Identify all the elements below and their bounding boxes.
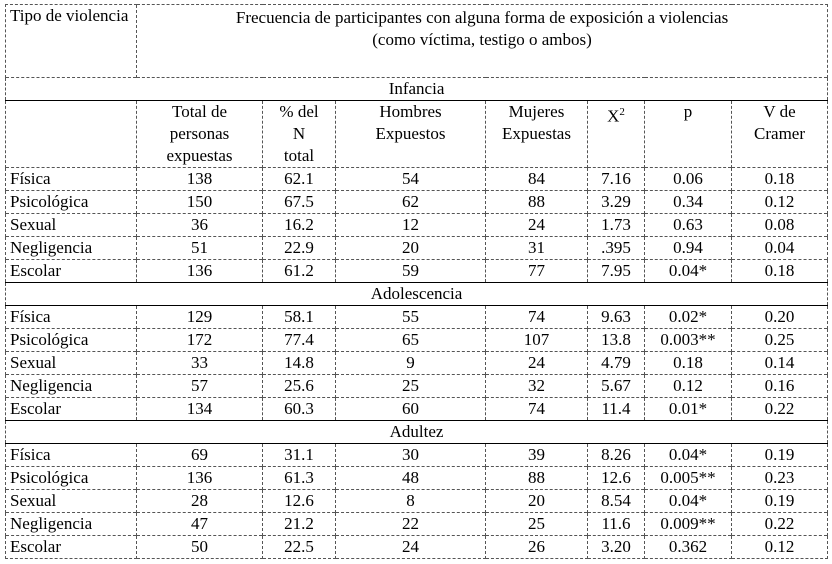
title-line-2: (como víctima, testigo o ambos) [372, 30, 592, 49]
column-header-cramer-line: Cramer [754, 124, 806, 143]
title-line-1: Frecuencia de participantes con alguna forma de exposición a violencias [235, 8, 729, 27]
cell-p: 0.362 [645, 536, 732, 559]
section-row [6, 421, 828, 444]
cell-hombres: 20 [336, 237, 486, 260]
cell-p: 0.04* [645, 490, 732, 513]
row-label: Sexual [6, 490, 137, 513]
cell-mujeres: 20 [486, 490, 588, 513]
cell-p: 0.12 [645, 375, 732, 398]
row-label: Física [6, 306, 137, 329]
cell-cramer: 0.18 [732, 168, 828, 191]
cell-p: 0.94 [645, 237, 732, 260]
column-header-total [137, 101, 263, 168]
cell-chi-square: 9.63 [588, 306, 645, 329]
cell-mujeres: 26 [486, 536, 588, 559]
cell-hombres: 62 [336, 191, 486, 214]
cell-total: 28 [137, 490, 263, 513]
cell-pct: 60.3 [263, 398, 336, 421]
cell-total: 69 [137, 444, 263, 467]
cell-p: 0.63 [645, 214, 732, 237]
table-row [6, 490, 828, 513]
cell-hombres: 30 [336, 444, 486, 467]
cell-chi-square: 7.16 [588, 168, 645, 191]
cell-cramer: 0.12 [732, 536, 828, 559]
table-row [6, 467, 828, 490]
cell-pct: 14.8 [263, 352, 336, 375]
cell-pct: 25.6 [263, 375, 336, 398]
cell-pct: 22.9 [263, 237, 336, 260]
cell-mujeres: 39 [486, 444, 588, 467]
cell-chi-square: 11.6 [588, 513, 645, 536]
column-header-total-line: expuestas [166, 146, 233, 165]
tipo-violencia-header: Tipo de violencia [6, 5, 137, 78]
row-label: Escolar [6, 536, 137, 559]
row-label: Escolar [6, 398, 137, 421]
cell-chi-square: 8.54 [588, 490, 645, 513]
column-header-hombres-line: Hombres [379, 102, 442, 121]
cell-pct: 21.2 [263, 513, 336, 536]
cell-p: 0.04* [645, 444, 732, 467]
cell-chi-square: 13.8 [588, 329, 645, 352]
cell-hombres: 54 [336, 168, 486, 191]
cell-hombres: 55 [336, 306, 486, 329]
cell-cramer: 0.23 [732, 467, 828, 490]
column-header-cramer [732, 101, 828, 168]
cell-mujeres: 31 [486, 237, 588, 260]
cell-hombres: 65 [336, 329, 486, 352]
cell-pct: 61.3 [263, 467, 336, 490]
chi-square-symbol: X [607, 106, 620, 126]
cell-p: 0.005** [645, 467, 732, 490]
column-header-chi-square [588, 101, 645, 168]
cell-hombres: 8 [336, 490, 486, 513]
table-row [6, 168, 828, 191]
cell-cramer: 0.20 [732, 306, 828, 329]
column-header-mujeres-line: Mujeres [508, 102, 565, 121]
row-label: Negligencia [6, 375, 137, 398]
cell-chi-square: .395 [588, 237, 645, 260]
table-row [6, 513, 828, 536]
cell-chi-square: 11.4 [588, 398, 645, 421]
table-row [6, 329, 828, 352]
cell-hombres: 59 [336, 260, 486, 283]
section-title: Adolescencia [6, 283, 828, 306]
column-header-total-line: Total de [172, 102, 227, 121]
column-header-pct-line: N [292, 124, 306, 143]
cell-mujeres: 77 [486, 260, 588, 283]
cell-hombres: 60 [336, 398, 486, 421]
table-row [6, 214, 828, 237]
cell-p: 0.009** [645, 513, 732, 536]
cell-chi-square: 3.20 [588, 536, 645, 559]
cell-hombres: 9 [336, 352, 486, 375]
column-header-pct-line: total [283, 146, 315, 165]
cell-mujeres: 107 [486, 329, 588, 352]
column-header-pct [263, 101, 336, 168]
column-header-cramer-line: V de [763, 102, 796, 121]
cell-p: 0.003** [645, 329, 732, 352]
column-header-empty [6, 101, 137, 168]
cell-total: 57 [137, 375, 263, 398]
column-header-hombres [336, 101, 486, 168]
table-row [6, 191, 828, 214]
cell-pct: 62.1 [263, 168, 336, 191]
cell-hombres: 24 [336, 536, 486, 559]
cell-mujeres: 88 [486, 191, 588, 214]
cell-p: 0.02* [645, 306, 732, 329]
row-label: Física [6, 168, 137, 191]
cell-total: 138 [137, 168, 263, 191]
column-header-total-line: personas [169, 124, 230, 143]
table-row [6, 237, 828, 260]
table-row [6, 398, 828, 421]
table-row [6, 375, 828, 398]
cell-p: 0.01* [645, 398, 732, 421]
cell-pct: 12.6 [263, 490, 336, 513]
column-header-row [6, 101, 828, 168]
cell-total: 51 [137, 237, 263, 260]
cell-p: 0.04* [645, 260, 732, 283]
cell-mujeres: 25 [486, 513, 588, 536]
table-title-row [6, 5, 828, 78]
column-header-mujeres-line: Expuestas [502, 124, 571, 143]
row-label: Física [6, 444, 137, 467]
cell-pct: 77.4 [263, 329, 336, 352]
cell-chi-square: 8.26 [588, 444, 645, 467]
cell-cramer: 0.12 [732, 191, 828, 214]
cell-total: 136 [137, 467, 263, 490]
row-label: Sexual [6, 214, 137, 237]
cell-mujeres: 74 [486, 306, 588, 329]
cell-cramer: 0.25 [732, 329, 828, 352]
cell-chi-square: 1.73 [588, 214, 645, 237]
section-row [6, 78, 828, 101]
cell-total: 47 [137, 513, 263, 536]
row-label: Psicológica [6, 329, 137, 352]
row-label: Negligencia [6, 237, 137, 260]
cell-p: 0.18 [645, 352, 732, 375]
cell-mujeres: 84 [486, 168, 588, 191]
cell-cramer: 0.18 [732, 260, 828, 283]
cell-total: 134 [137, 398, 263, 421]
cell-total: 136 [137, 260, 263, 283]
cell-cramer: 0.22 [732, 513, 828, 536]
cell-cramer: 0.22 [732, 398, 828, 421]
cell-mujeres: 24 [486, 352, 588, 375]
cell-mujeres: 88 [486, 467, 588, 490]
cell-total: 129 [137, 306, 263, 329]
cell-pct: 58.1 [263, 306, 336, 329]
cell-p: 0.34 [645, 191, 732, 214]
table-row [6, 444, 828, 467]
table-row [6, 306, 828, 329]
cell-p: 0.06 [645, 168, 732, 191]
cell-pct: 16.2 [263, 214, 336, 237]
cell-hombres: 48 [336, 467, 486, 490]
row-label: Escolar [6, 260, 137, 283]
cell-pct: 22.5 [263, 536, 336, 559]
cell-cramer: 0.14 [732, 352, 828, 375]
cell-pct: 31.1 [263, 444, 336, 467]
cell-chi-square: 4.79 [588, 352, 645, 375]
chi-square-superscript: 2 [619, 106, 625, 118]
cell-hombres: 12 [336, 214, 486, 237]
table-row [6, 536, 828, 559]
cell-mujeres: 32 [486, 375, 588, 398]
cell-total: 150 [137, 191, 263, 214]
cell-hombres: 22 [336, 513, 486, 536]
column-header-mujeres [486, 101, 588, 168]
row-label: Psicológica [6, 467, 137, 490]
table-title [137, 5, 828, 78]
cell-chi-square: 3.29 [588, 191, 645, 214]
section-row [6, 283, 828, 306]
violence-exposure-table [5, 4, 828, 559]
cell-chi-square: 12.6 [588, 467, 645, 490]
cell-total: 50 [137, 536, 263, 559]
cell-pct: 61.2 [263, 260, 336, 283]
row-label: Negligencia [6, 513, 137, 536]
row-label: Sexual [6, 352, 137, 375]
row-label: Psicológica [6, 191, 137, 214]
cell-total: 36 [137, 214, 263, 237]
cell-cramer: 0.19 [732, 444, 828, 467]
cell-cramer: 0.16 [732, 375, 828, 398]
cell-chi-square: 7.95 [588, 260, 645, 283]
section-title: Adultez [6, 421, 828, 444]
column-header-p: p [645, 101, 732, 168]
cell-total: 172 [137, 329, 263, 352]
cell-total: 33 [137, 352, 263, 375]
cell-chi-square: 5.67 [588, 375, 645, 398]
column-header-pct-line: % del [279, 102, 319, 121]
cell-cramer: 0.19 [732, 490, 828, 513]
column-header-hombres-line: Expuestos [375, 124, 446, 143]
cell-pct: 67.5 [263, 191, 336, 214]
cell-mujeres: 74 [486, 398, 588, 421]
cell-mujeres: 24 [486, 214, 588, 237]
table-row [6, 352, 828, 375]
section-title: Infancia [6, 78, 828, 101]
cell-cramer: 0.04 [732, 237, 828, 260]
table-row [6, 260, 828, 283]
cell-cramer: 0.08 [732, 214, 828, 237]
cell-hombres: 25 [336, 375, 486, 398]
